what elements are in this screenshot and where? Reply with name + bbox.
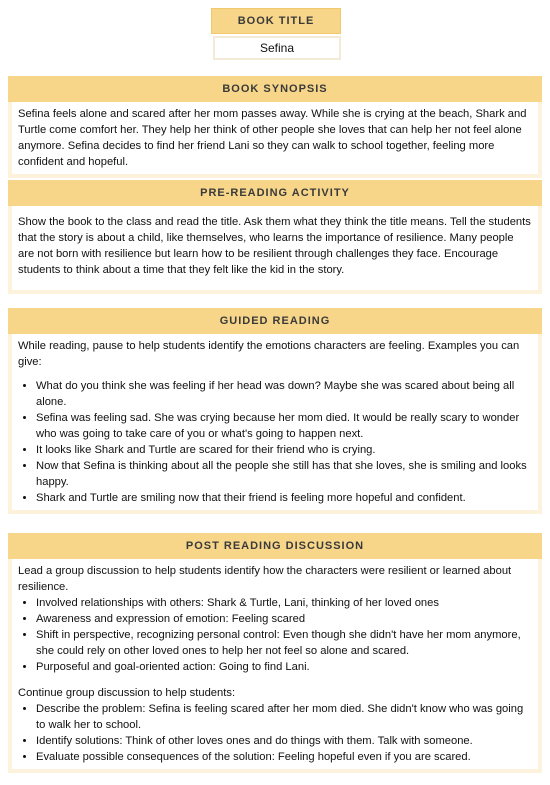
post-reading-body [12,559,538,769]
guided-reading-header: GUIDED READING [8,308,542,334]
pre-reading-body [12,206,538,290]
guided-reading-body [12,334,538,510]
book-title-value: Sefina [213,36,341,60]
synopsis-header: BOOK SYNOPSIS [8,76,542,102]
guided-reading-list [18,378,532,506]
post-reading-list [18,595,532,675]
list-item: • What do you think she was feeling if her head was down? Maybe she was scared about being all alone. [36,378,532,410]
synopsis-text: Sefina feels alone and scared after her mom passes away. While she is crying at the beach, Shark and Turtle come comfort her. They help her think of other people she loves that can help her not feel alone anymore. Sefina decides to find her friend Lani so they can walk to school together, feeling more confident and hopeful. [18,108,527,168]
list-item: • It looks like Shark and Turtle are scared for their friend who is crying. [36,442,532,458]
list-item: • Describe the problem: Sefina is feeling scared after her mom died. She didn't know who was going to walk her to school. [36,701,532,733]
list-item: • Awareness and expression of emotion: Feeling scared [36,611,532,627]
synopsis-section [8,76,542,178]
list-item: • Involved relationships with others: Shark & Turtle, Lani, thinking of her loved ones [36,595,532,611]
synopsis-body [12,102,538,174]
pre-reading-section [8,180,542,294]
pre-reading-header: PRE-READING ACTIVITY [8,180,542,206]
post-reading-intro: Lead a group discussion to help students identify how the characters were resilient or learned about resilience. [18,565,512,593]
list-item: • Identify solutions: Think of other loves ones and do things with them. Talk with someone. [36,733,532,749]
list-item: • Shift in perspective, recognizing personal control: Even though she didn't have her mom anymore, she could rely on other loved ones to help her not feel so alone and scared. [36,627,532,659]
list-item: • Purposeful and goal-oriented action: Going to find Lani. [36,659,532,675]
post-reading-list-2 [18,701,532,765]
list-item: • Evaluate possible consequences of the solution: Feeling hopeful even if you are scared. [36,749,532,765]
list-item: • Now that Sefina is thinking about all the people she still has that she loves, she is smiling and looks happy. [36,458,532,490]
guided-reading-intro: While reading, pause to help students identify the emotions characters are feeling. Examples you can give: [18,340,520,368]
post-reading-header: POST READING DISCUSSION [8,533,542,559]
post-reading-intro-2: Continue group discussion to help students: [18,687,236,699]
pre-reading-text: Show the book to the class and read the title. Ask them what they think the title means. Tell the students that the story is about a child, like themselves, who learns the importance of resilience. Many people are not born with resilience but learn how to be resilient through challenges they face. Encourage students to think about a time that they felt like the kid in the story. [18,216,531,276]
list-item: • Shark and Turtle are smiling now that their friend is feeling more hopeful and confident. [36,490,532,506]
guided-reading-section [8,308,542,514]
post-reading-section [8,533,542,773]
book-title-header: BOOK TITLE [211,8,341,34]
list-item: • Sefina was feeling sad. She was crying because her mom died. It would be really scary to wonder who was going to take care of you or what's going to happen next. [36,410,532,442]
